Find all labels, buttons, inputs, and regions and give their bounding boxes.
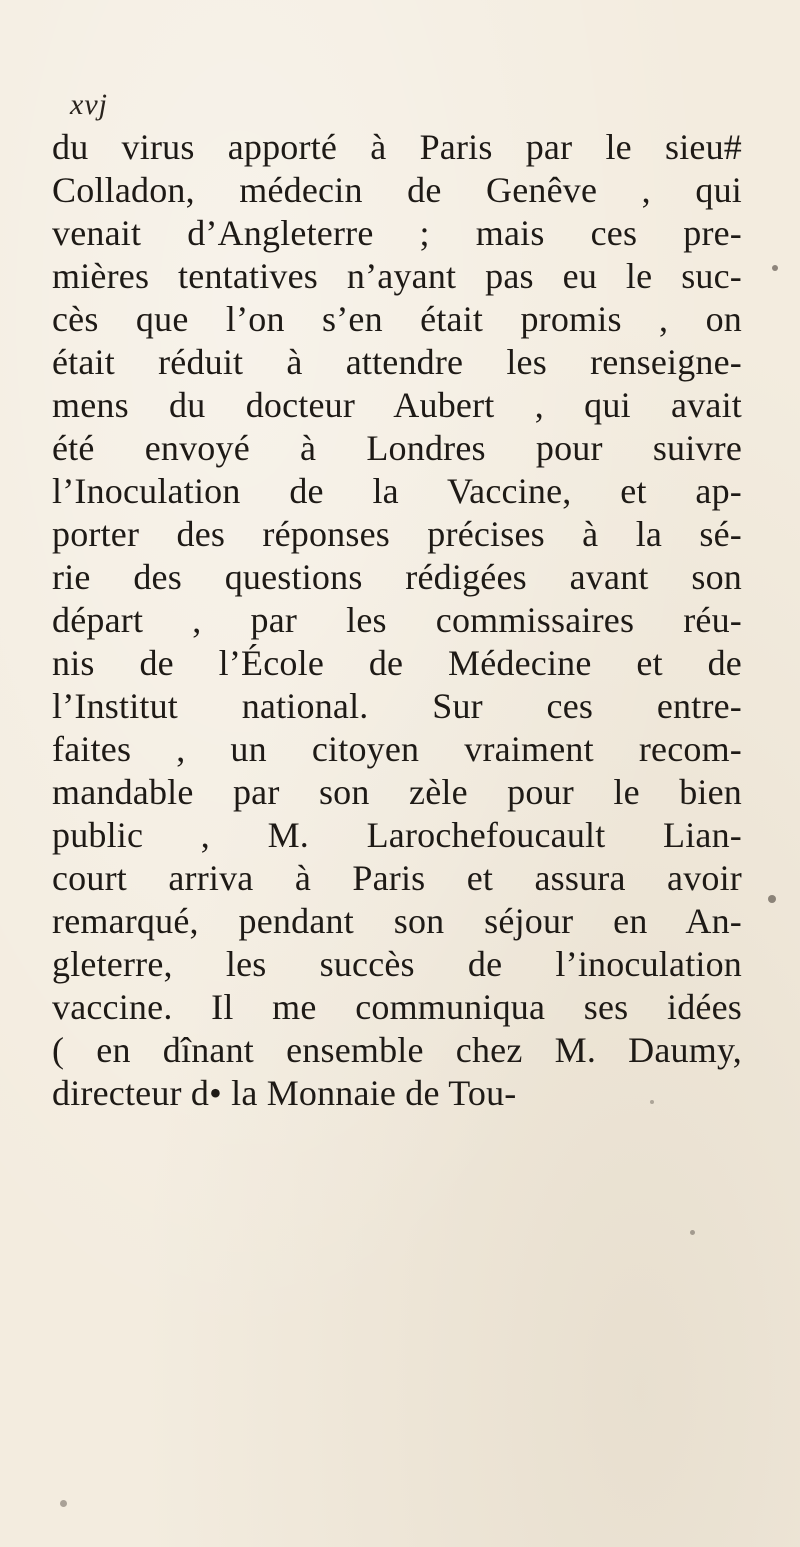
- text-line: mens du docteur Aubert , qui avait: [52, 385, 742, 425]
- page-folio: xvj: [70, 88, 108, 121]
- text-line: départ , par les commissaires réu-: [52, 600, 742, 640]
- text-line: mandable par son zèle pour le bien: [52, 772, 742, 812]
- paper-speck: [690, 1230, 695, 1235]
- text-line: du virus apporté à Paris par le sieu#: [52, 127, 742, 167]
- text-line: nis de l’École de Médecine et de: [52, 643, 742, 683]
- paper-speck: [60, 1500, 67, 1507]
- text-line: ( en dînant ensemble chez M. Daumy,: [52, 1030, 742, 1070]
- paper-speck: [650, 1100, 654, 1104]
- text-line: rie des questions rédigées avant son: [52, 557, 742, 597]
- text-line: directeur d• la Monnaie de Tou-: [52, 1073, 517, 1113]
- text-line: était réduit à attendre les renseigne-: [52, 342, 742, 382]
- text-line: Colladon, médecin de Genêve , qui: [52, 170, 742, 210]
- text-line: faites , un citoyen vraiment recom-: [52, 729, 742, 769]
- text-line: court arriva à Paris et assura avoir: [52, 858, 742, 898]
- text-line: l’Inoculation de la Vaccine, et ap-: [52, 471, 742, 511]
- text-line: l’Institut national. Sur ces entre-: [52, 686, 742, 726]
- text-line: venait d’Angleterre ; mais ces pre-: [52, 213, 742, 253]
- text-line: été envoyé à Londres pour suivre: [52, 428, 742, 468]
- paper-speck: [768, 895, 776, 903]
- text-line: remarqué, pendant son séjour en An-: [52, 901, 742, 941]
- body-text: [52, 126, 742, 1115]
- paper-speck: [772, 265, 778, 271]
- text-line: mières tentatives n’ayant pas eu le suc-: [52, 256, 742, 296]
- text-line: porter des réponses précises à la sé-: [52, 514, 742, 554]
- text-line: cès que l’on s’en était promis , on: [52, 299, 742, 339]
- text-line: gleterre, les succès de l’inoculation: [52, 944, 742, 984]
- text-line: public , M. Larochefoucault Lian-: [52, 815, 742, 855]
- text-line: vaccine. Il me communiqua ses idées: [52, 987, 742, 1027]
